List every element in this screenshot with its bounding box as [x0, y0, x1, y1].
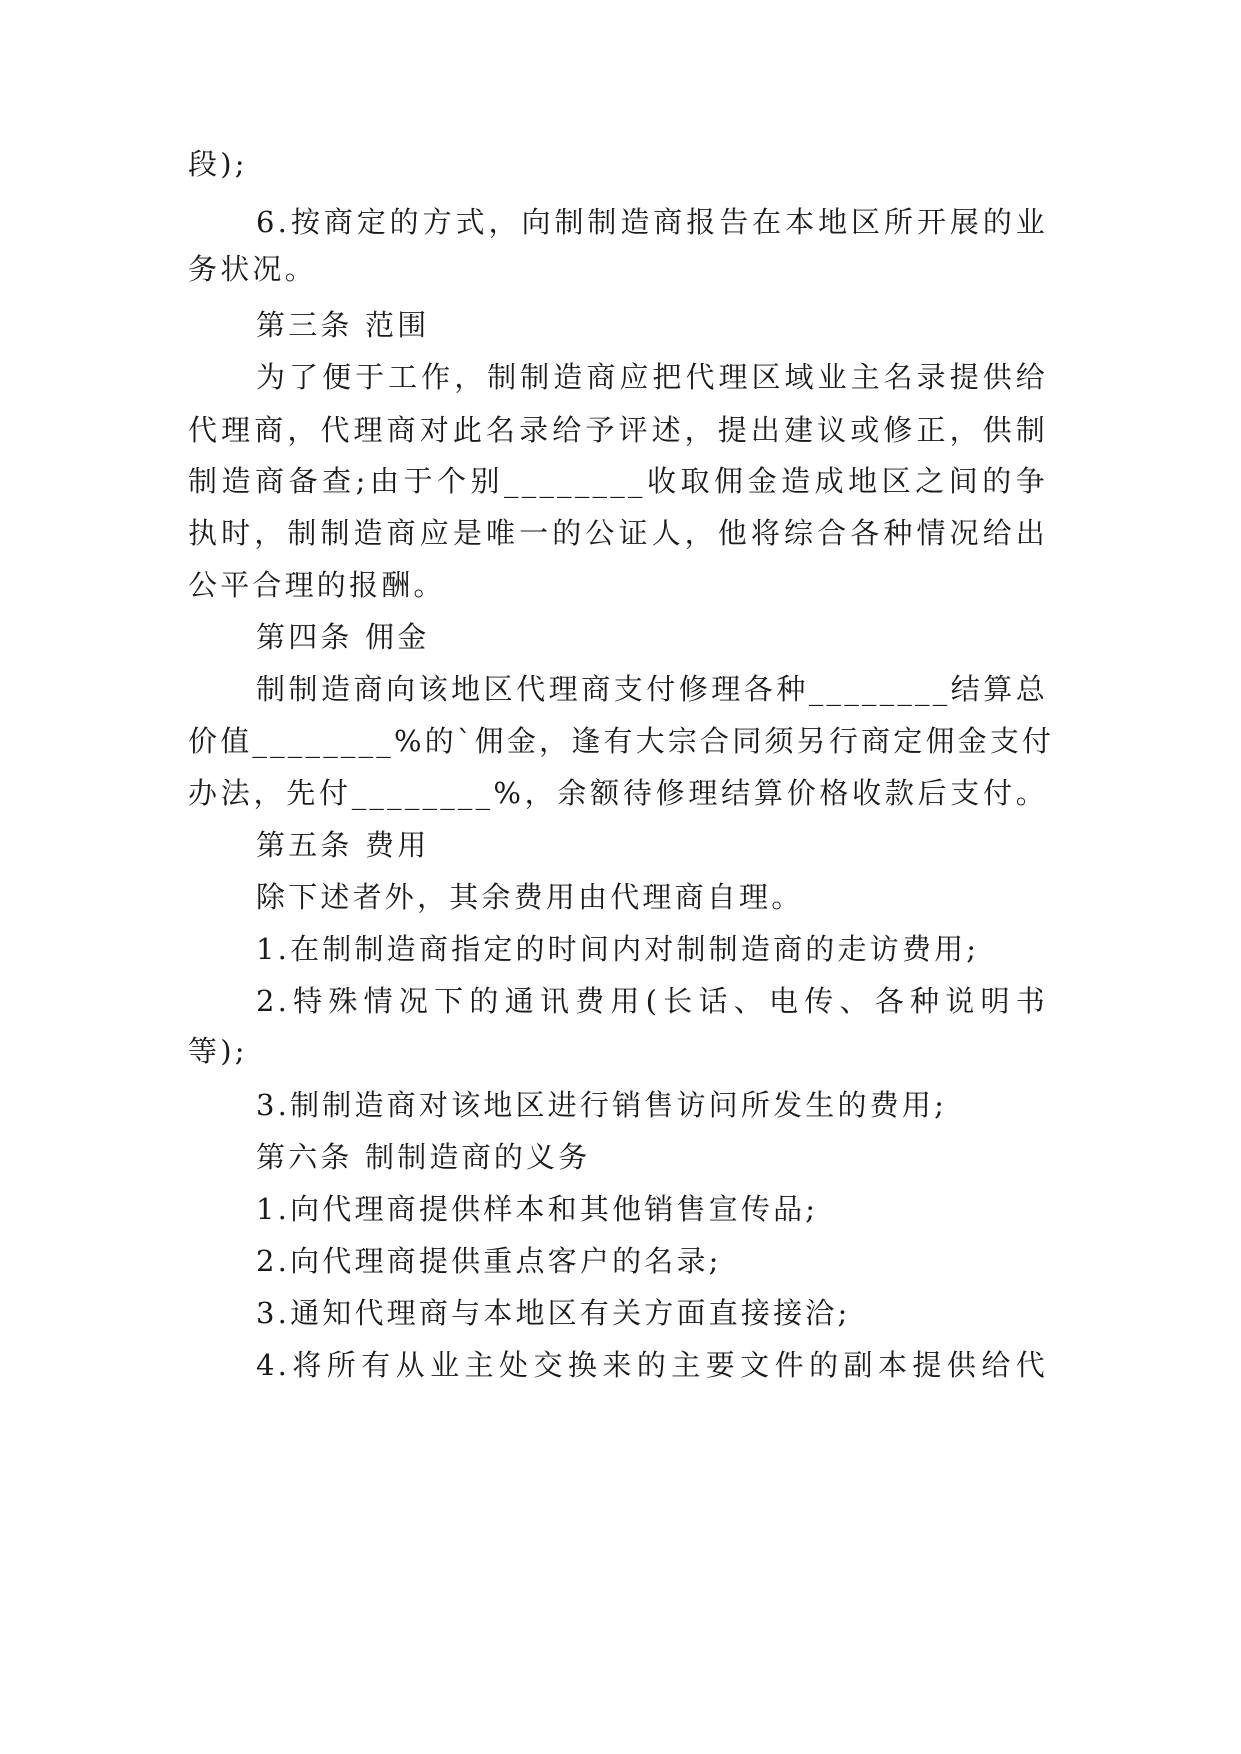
list-item-6-1: 1.向代理商提供样本和其他销售宣传品; — [256, 1192, 819, 1226]
list-item-5-1: 1.在制制造商指定的时间内对制制造商的走访费用; — [256, 932, 980, 966]
list-item-6-4: 4.将所有从业主处交换来的主要文件的副本提供给代 — [256, 1348, 1048, 1382]
text-line-2: 6.按商定的方式，向制制造商报告在本地区所开展的业 — [256, 205, 1048, 239]
list-item-6-2: 2.向代理商提供重点客户的名录; — [256, 1244, 722, 1278]
list-item-6-3: 3.通知代理商与本地区有关方面直接接洽; — [256, 1296, 851, 1330]
text-line-3: 务状况。 — [188, 252, 317, 286]
list-item-5-3: 3.制制造商对该地区进行销售访问所发生的费用; — [256, 1088, 948, 1122]
text-line-11: 制制造商向该地区代理商支付修理各种________结算总 — [256, 672, 1048, 706]
section-heading-5: 第五条 费用 — [256, 828, 430, 862]
section-heading-3: 第三条 范围 — [256, 308, 430, 342]
text-line-13: 办法，先付________%，余额待修理结算价格收款后支付。 — [188, 776, 1048, 810]
list-item-5-2: 2.特殊情况下的通讯费用(长话、电传、各种说明书 — [256, 984, 1048, 1018]
text-line-1: 段); — [188, 147, 248, 181]
text-line-7: 制造商备查;由于个别________收取佣金造成地区之间的争 — [188, 464, 1048, 498]
text-line-15: 除下述者外，其余费用由代理商自理。 — [256, 880, 804, 914]
text-line-18: 等); — [188, 1034, 248, 1068]
text-line-8: 执时，制制造商应是唯一的公证人，他将综合各种情况给出 — [188, 516, 1048, 550]
text-line-5: 为了便于工作，制制造商应把代理区域业主名录提供给 — [256, 360, 1048, 394]
section-heading-6: 第六条 制制造商的义务 — [256, 1140, 591, 1174]
text-line-12: 价值________%的`佣金，逢有大宗合同须另行商定佣金支付 — [188, 724, 1055, 758]
text-line-9: 公平合理的报酬。 — [188, 568, 446, 602]
text-line-6: 代理商，代理商对此名录给予评述，提出建议或修正，供制 — [188, 413, 1048, 447]
section-heading-4: 第四条 佣金 — [256, 620, 430, 654]
